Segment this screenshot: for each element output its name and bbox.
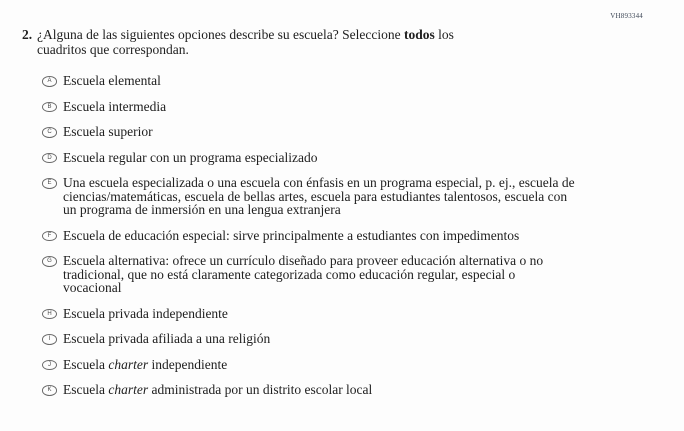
option-label-a <box>63 74 161 88</box>
options-list <box>42 74 575 409</box>
option-label-h <box>63 307 228 321</box>
text-segment: administrada por un distrito escolar local <box>148 382 373 397</box>
answer-bubble-c[interactable]: C <box>42 127 57 138</box>
option-label-i <box>63 332 270 346</box>
item-code: VH893344 <box>610 12 643 20</box>
text-segment: Escuela intermedia <box>63 98 167 114</box>
text-segment: Escuela <box>63 382 109 397</box>
text-segment: ciencias/matemáticas, escuela de bellas artes, escuela para estudiantes talentosos, escuela con <box>63 188 568 204</box>
text-segment: Escuela regular con un programa especializado <box>63 149 318 165</box>
text-segment: todos <box>404 27 435 42</box>
text-segment: Escuela de educación especial: sirve principalmente a estudiantes con impedimentos <box>63 227 520 243</box>
answer-bubble-f[interactable]: F <box>42 231 57 242</box>
option-row-f[interactable] <box>42 229 575 243</box>
option-row-c[interactable] <box>42 125 575 139</box>
option-row-a[interactable] <box>42 74 575 88</box>
text-segment: charter <box>108 382 149 397</box>
answer-bubble-b[interactable]: B <box>42 102 57 113</box>
text-segment: Escuela <box>63 356 109 372</box>
text-segment: charter <box>108 356 149 372</box>
option-row-g[interactable] <box>42 254 575 295</box>
answer-bubble-j[interactable]: J <box>42 360 57 371</box>
question-text <box>37 27 454 57</box>
question-number: 2. <box>22 27 33 42</box>
option-row-i[interactable] <box>42 332 575 346</box>
option-label-e <box>63 176 575 217</box>
option-label-d <box>63 151 318 165</box>
text-segment: Escuela privada afiliada a una religión <box>63 331 271 346</box>
option-row-d[interactable] <box>42 151 575 165</box>
option-label-k <box>63 383 372 397</box>
text-segment: cuadritos que correspondan. <box>37 42 189 57</box>
option-row-k[interactable] <box>42 383 575 397</box>
option-label-j <box>63 358 227 372</box>
text-segment: Una escuela especializada o una escuela con énfasis en un programa especial, p. ej., escuela de <box>63 175 575 190</box>
answer-bubble-d[interactable]: D <box>42 153 57 164</box>
text-segment: Escuela superior <box>63 124 153 139</box>
text-segment: vocacional <box>63 280 122 295</box>
option-row-h[interactable] <box>42 307 575 321</box>
option-row-e[interactable] <box>42 176 575 217</box>
text-segment: Escuela privada independiente <box>63 305 228 321</box>
text-segment: ¿Alguna de las siguientes opciones describe su escuela? Seleccione <box>37 27 404 42</box>
text-segment: tradicional, que no está claramente categorizada como educación regular, especial o <box>63 266 516 282</box>
option-label-f <box>63 229 519 243</box>
option-row-b[interactable] <box>42 100 575 114</box>
question-block <box>22 27 454 57</box>
answer-bubble-i[interactable]: I <box>42 334 57 345</box>
answer-bubble-k[interactable]: K <box>42 385 57 396</box>
option-label-c <box>63 125 153 139</box>
answer-bubble-h[interactable]: H <box>42 309 57 320</box>
text-segment: independiente <box>148 356 228 372</box>
text-segment: los <box>434 27 454 42</box>
text-segment: Escuela elemental <box>63 73 161 88</box>
option-label-g <box>63 254 543 295</box>
text-segment: un programa de inmersión en una lengua extranjera <box>63 202 341 217</box>
answer-bubble-a[interactable]: A <box>42 76 57 87</box>
answer-bubble-e[interactable]: E <box>42 178 57 189</box>
option-row-j[interactable] <box>42 358 575 372</box>
text-segment: Escuela alternativa: ofrece un currículo diseñado para proveer educación alternativa o no <box>63 253 544 268</box>
option-label-b <box>63 100 166 114</box>
answer-bubble-g[interactable]: G <box>42 256 57 267</box>
